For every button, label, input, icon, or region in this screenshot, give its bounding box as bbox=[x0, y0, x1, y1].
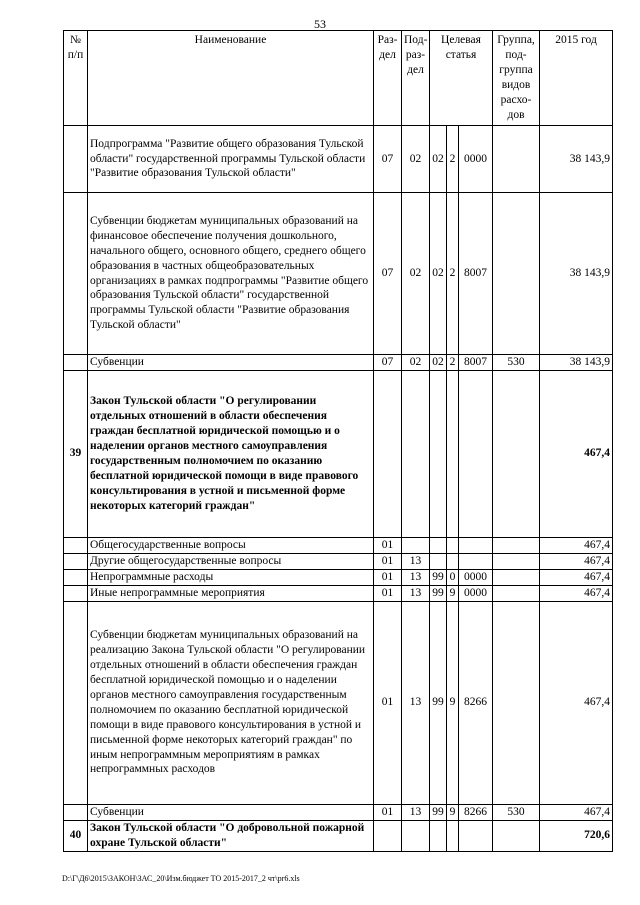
table-row bbox=[64, 537, 613, 553]
row-target-program bbox=[430, 537, 447, 553]
row-number bbox=[64, 537, 88, 553]
row-expense-group bbox=[493, 569, 540, 585]
row-name: Непрограммные расходы bbox=[88, 569, 374, 585]
row-number bbox=[64, 585, 88, 601]
row-razdel: 01 bbox=[374, 537, 402, 553]
row-target-direction: 0000 bbox=[459, 569, 493, 585]
row-amount: 38 143,9 bbox=[540, 193, 613, 355]
row-expense-group bbox=[493, 537, 540, 553]
row-razdel: 01 bbox=[374, 569, 402, 585]
table-row bbox=[64, 569, 613, 585]
row-number: 39 bbox=[64, 370, 88, 537]
row-target-program bbox=[430, 370, 447, 537]
row-name: Субвенции bbox=[88, 355, 374, 371]
row-number bbox=[64, 193, 88, 355]
row-number bbox=[64, 355, 88, 371]
page-number: 53 bbox=[314, 17, 326, 31]
row-podrazdel: 02 bbox=[402, 355, 430, 371]
row-amount: 467,4 bbox=[540, 569, 613, 585]
row-number bbox=[64, 553, 88, 569]
row-target-direction: 0000 bbox=[459, 585, 493, 601]
row-razdel: 07 bbox=[374, 193, 402, 355]
row-number bbox=[64, 569, 88, 585]
row-target-direction: 8007 bbox=[459, 193, 493, 355]
table-row bbox=[64, 355, 613, 371]
row-name: Подпрограмма "Развитие общего образования Тульской области" государственной программы Тульской области "Развитие образования Тульской области" bbox=[88, 126, 374, 193]
row-target-subprogram: 9 bbox=[447, 804, 459, 820]
row-target-program bbox=[430, 553, 447, 569]
header-name: Наименование bbox=[88, 31, 374, 126]
header-num: № п/п bbox=[64, 31, 88, 126]
row-target-subprogram bbox=[447, 370, 459, 537]
row-target-direction: 8266 bbox=[459, 804, 493, 820]
row-podrazdel: 13 bbox=[402, 601, 430, 804]
row-podrazdel bbox=[402, 370, 430, 537]
row-target-program: 99 bbox=[430, 585, 447, 601]
row-amount: 467,4 bbox=[540, 585, 613, 601]
row-target-direction: 0000 bbox=[459, 126, 493, 193]
row-number bbox=[64, 601, 88, 804]
row-razdel bbox=[374, 820, 402, 851]
row-name: Иные непрограммные мероприятия bbox=[88, 585, 374, 601]
row-target-direction: 8266 bbox=[459, 601, 493, 804]
row-expense-group bbox=[493, 370, 540, 537]
row-target-subprogram: 0 bbox=[447, 569, 459, 585]
row-podrazdel: 13 bbox=[402, 585, 430, 601]
row-name: Закон Тульской области "О регулировании отдельных отношений в области обеспечения граждан бесплатной юридической помощью и о наделении органов местного самоуправления государственным полномочием по оказанию бесплатной юридической помощи в виде правового консультирования в устной и письменной форме некоторых категорий граждан" bbox=[88, 370, 374, 537]
row-target-program: 02 bbox=[430, 355, 447, 371]
row-name: Субвенции бюджетам муниципальных образований на реализацию Закона Тульской области "О регулировании отдельных отношений в области обеспечения граждан бесплатной юридической помощью и о наделении органов местного самоуправления государственным полномочием по оказанию бесплатной юридической помощи в виде правового консультирования в устной и письменной форме некоторых категорий граждан" по иным непрограммным мероприятиям в рамках непрограммных расходов bbox=[88, 601, 374, 804]
row-razdel: 01 bbox=[374, 601, 402, 804]
row-target-direction bbox=[459, 820, 493, 851]
row-target-direction bbox=[459, 370, 493, 537]
row-number bbox=[64, 126, 88, 193]
row-amount: 467,4 bbox=[540, 804, 613, 820]
row-target-program: 99 bbox=[430, 804, 447, 820]
row-podrazdel bbox=[402, 537, 430, 553]
budget-table bbox=[63, 30, 613, 852]
row-amount: 720,6 bbox=[540, 820, 613, 851]
row-razdel: 01 bbox=[374, 585, 402, 601]
row-target-subprogram bbox=[447, 820, 459, 851]
table-header-row bbox=[64, 31, 613, 126]
row-target-subprogram: 2 bbox=[447, 355, 459, 371]
row-podrazdel: 13 bbox=[402, 804, 430, 820]
row-name: Субвенции бюджетам муниципальных образований на финансовое обеспечение получения дошкольного, начального общего, основного общего, среднего общего образования в частных общеобразовательных организациях в рамках подпрограммы "Развитие общего образования Тульской области" государственной программы Тульской области "Развитие образования Тульской области" bbox=[88, 193, 374, 355]
row-razdel: 07 bbox=[374, 126, 402, 193]
row-amount: 467,4 bbox=[540, 553, 613, 569]
row-name: Закон Тульской области "О добровольной пожарной охране Тульской области" bbox=[88, 820, 374, 851]
row-target-subprogram: 2 bbox=[447, 193, 459, 355]
header-expense-group: Группа, под-группа видов расхо-дов bbox=[493, 31, 540, 126]
row-expense-group: 530 bbox=[493, 355, 540, 371]
header-podrazdel: Под-раз-дел bbox=[402, 31, 430, 126]
row-podrazdel: 13 bbox=[402, 553, 430, 569]
row-target-program bbox=[430, 820, 447, 851]
file-path-footer: D:\Г\Д6\2015\ЗАКОН\ЗАС_20\Изм.бюджет ТО 2015-2017_2 чт\pr6.xls bbox=[62, 874, 300, 883]
header-year: 2015 год bbox=[540, 31, 613, 126]
row-amount: 38 143,9 bbox=[540, 355, 613, 371]
table-row bbox=[64, 601, 613, 804]
row-name: Другие общегосударственные вопросы bbox=[88, 553, 374, 569]
row-name: Общегосударственные вопросы bbox=[88, 537, 374, 553]
row-razdel: 07 bbox=[374, 355, 402, 371]
table-row bbox=[64, 804, 613, 820]
row-target-subprogram: 9 bbox=[447, 601, 459, 804]
row-podrazdel: 13 bbox=[402, 569, 430, 585]
header-razdel: Раз-дел bbox=[374, 31, 402, 126]
row-target-subprogram: 2 bbox=[447, 126, 459, 193]
row-target-subprogram: 9 bbox=[447, 585, 459, 601]
row-razdel: 01 bbox=[374, 804, 402, 820]
row-expense-group bbox=[493, 820, 540, 851]
row-amount: 467,4 bbox=[540, 537, 613, 553]
row-number bbox=[64, 804, 88, 820]
row-amount: 38 143,9 bbox=[540, 126, 613, 193]
row-target-subprogram bbox=[447, 537, 459, 553]
row-expense-group bbox=[493, 585, 540, 601]
row-podrazdel: 02 bbox=[402, 193, 430, 355]
row-target-direction bbox=[459, 553, 493, 569]
row-target-direction: 8007 bbox=[459, 355, 493, 371]
table-row bbox=[64, 820, 613, 851]
row-expense-group bbox=[493, 601, 540, 804]
row-target-program: 02 bbox=[430, 126, 447, 193]
table-row bbox=[64, 585, 613, 601]
row-expense-group bbox=[493, 193, 540, 355]
row-expense-group bbox=[493, 553, 540, 569]
row-target-program: 99 bbox=[430, 569, 447, 585]
row-target-direction bbox=[459, 537, 493, 553]
table-row bbox=[64, 553, 613, 569]
row-podrazdel bbox=[402, 820, 430, 851]
row-razdel bbox=[374, 370, 402, 537]
table-row bbox=[64, 193, 613, 355]
row-amount: 467,4 bbox=[540, 370, 613, 537]
row-target-program: 02 bbox=[430, 193, 447, 355]
row-razdel: 01 bbox=[374, 553, 402, 569]
table-row bbox=[64, 370, 613, 537]
row-podrazdel: 02 bbox=[402, 126, 430, 193]
row-expense-group bbox=[493, 126, 540, 193]
row-number: 40 bbox=[64, 820, 88, 851]
row-target-subprogram bbox=[447, 553, 459, 569]
table-row bbox=[64, 126, 613, 193]
row-expense-group: 530 bbox=[493, 804, 540, 820]
row-target-program: 99 bbox=[430, 601, 447, 804]
header-target-article: Целевая статья bbox=[430, 31, 493, 126]
row-amount: 467,4 bbox=[540, 601, 613, 804]
row-name: Субвенции bbox=[88, 804, 374, 820]
